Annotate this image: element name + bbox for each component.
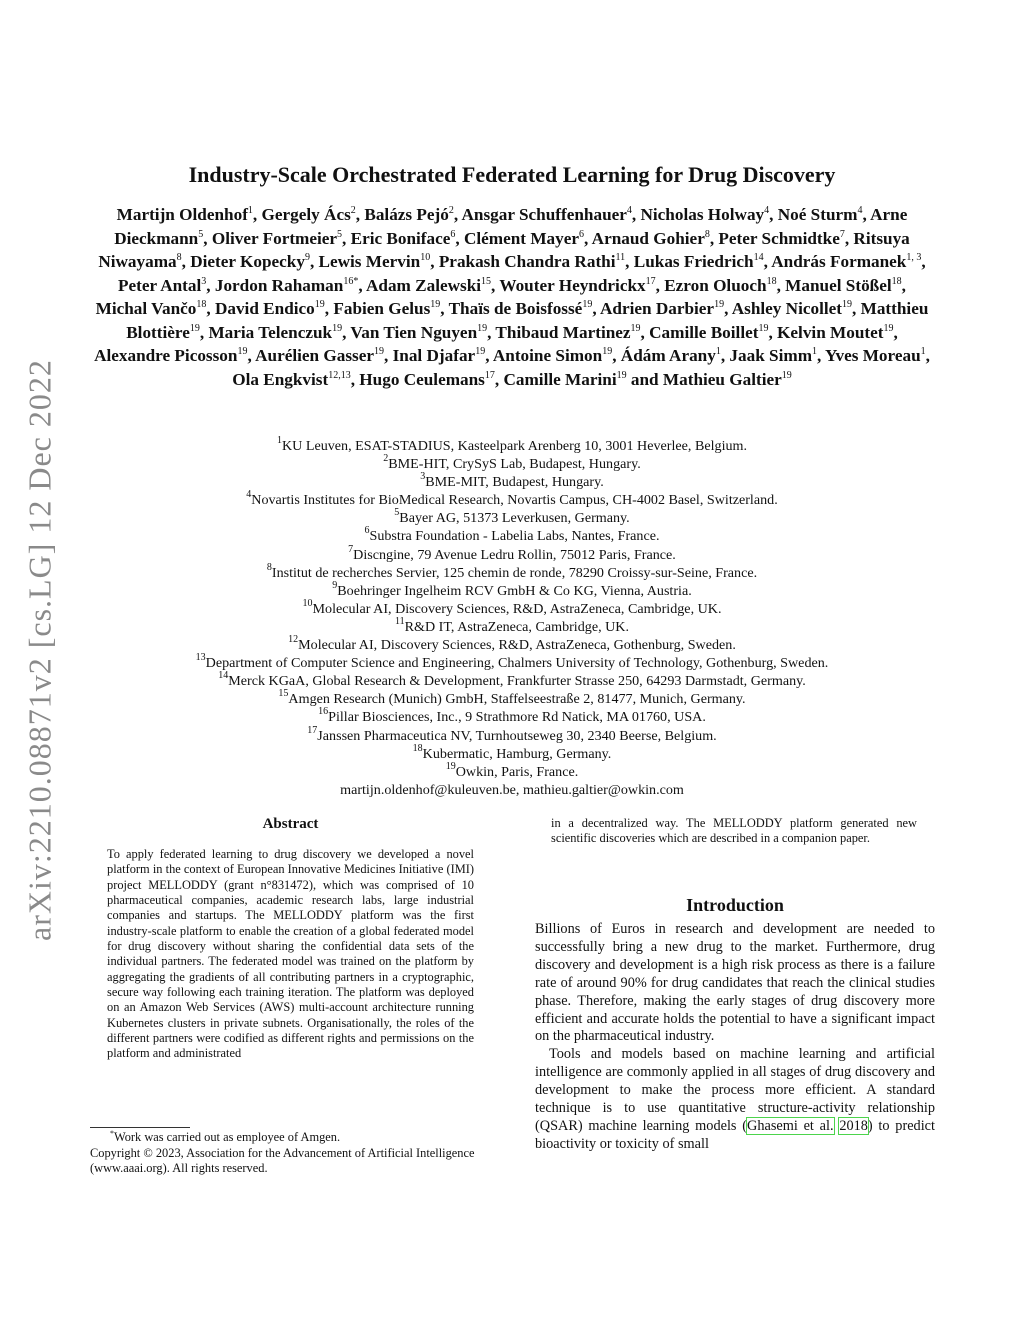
author-affiliation-marker: 15 [481,275,492,287]
author-affiliation-marker: 19 [781,369,792,381]
author [777,323,893,342]
author-name: Lewis Mervin [318,252,421,271]
author-name: Jordon Rahaman [214,275,344,295]
author-name: Ola Engkvist [232,369,329,389]
affiliation-text: Owkin, Paris, France. [455,763,579,780]
author-affiliation-marker: 17 [645,275,656,287]
affiliation [90,579,934,600]
author-name: Nicholas Holway [640,205,765,224]
affiliation [90,760,934,781]
affiliation-number: 2 [383,453,389,465]
affiliation-text: Bayer AG, 51373 Leverkusen, Germany. [399,510,630,527]
affiliation-text: Merck KGaA, Global Research & Development, Frankfurter Strasse 250, 64293 Darmstadt, Germany. [228,673,806,690]
author-name: Prakash Chandra Rathi [438,252,616,271]
affiliation [90,654,934,672]
author-affiliation-marker: 19 [477,322,488,334]
author-name: Noé Sturm [777,205,858,224]
affiliation [90,437,934,455]
author [333,299,440,318]
author-name: András Formanek [771,252,907,271]
affiliation-number: 14 [218,670,229,682]
paper-title: Industry-Scale Orchestrated Federated Learning for Drug Discovery [188,162,836,187]
author-name: David Endico [214,299,315,318]
author-name: Arnaud Gohier [591,228,705,248]
copyright-notice: Copyright © 2023, Association for the Advancement of Artificial Intelligence (www.aaai.org). All rights reserved. [90,1145,475,1175]
author-affiliation-marker: 19 [189,322,200,334]
citation-year-link[interactable]: 2018 [839,1117,868,1134]
abstract-body: To apply federated learning to drug discovery we developed a novel platform in the context of European Innovative Medicines Initiative (IMI) project MELLODDY (grant n°831472), which was comprised of 10 pharmaceutical companies, academic research labs, large industrial companies and startups. The MELLODDY platform was the first industry-scale platform to enable the creation of a global federated model for drug discovery without sharing the confidential data sets of the individual partners. The federated model was trained on the platform by aggregating the gradients of all contributing partners in a cryptographic, secure way following each training iteration. The platform was deployed on an Amazon Web Services (AWS) multi-account architecture running Kubernetes clusters in private subnets. Organisationally, the roles of the different partners were codified as different rights and permissions on the platform and administrated [107,847,474,1061]
citation-link[interactable]: Ghasemi et al. [747,1117,834,1134]
author-name: Maria Telenczuk [208,322,333,342]
author [208,323,342,342]
author [825,346,926,365]
author-name: Aurélien Gasser [255,346,374,365]
author-affiliation-marker: 19 [374,346,384,357]
author-affiliation-marker: 2 [350,205,356,216]
author-affiliation-marker: 19 [332,322,343,334]
affiliation-text: Kubermatic, Hamburg, Germany. [422,745,612,762]
author-name: Adrien Darbier [599,299,715,318]
affiliation-text: R&D IT, AstraZeneca, Cambridge, UK. [404,618,630,635]
affiliation [90,597,934,618]
footnote-mark: * [110,1129,114,1138]
affiliation-number: 7 [348,543,354,555]
author [729,346,817,365]
affiliation-number: 4 [246,489,252,501]
affiliation-text: Department of Computer Science and Engineering, Chalmers University of Technology, Gothenburg, Sweden. [205,655,829,672]
affiliation-number: 12 [288,634,299,646]
author [663,370,792,389]
affiliation-number: 17 [307,724,318,736]
author-name: Van Tien Nguyen [350,322,478,342]
author-name: Balázs Pejó [364,205,449,224]
author-affiliation-marker: 6 [450,228,456,240]
affiliation-number: 11 [394,615,405,627]
affiliation-text: Janssen Pharmaceutica NV, Turnhoutseweg 30, 2340 Beerse, Belgium. [317,727,717,744]
author-affiliation-marker: 19 [842,299,852,310]
author [778,205,863,224]
author-name: Manuel Stößel [785,275,892,295]
author-affiliation-marker: 19 [314,299,325,310]
author-name: Thibaud Martinez [495,322,631,342]
author [255,346,384,365]
author [364,205,454,224]
author-name: Arne Dieckmann [114,205,908,248]
abstract-heading: Abstract [262,816,319,832]
author-name: Gergely Ács [261,205,351,224]
author-name: Camille Boillet [649,322,759,342]
introduction-body [535,921,935,1154]
affiliation-text: Amgen Research (Munich) GmbH, Staffelseestraße 2, 81477, Munich, Germany. [288,691,746,708]
author-affiliation-marker: 19 [714,299,725,310]
affiliation-list [90,437,934,799]
author-name: Martijn Oldenhof [116,205,248,224]
author-affiliation-marker: 6 [579,228,584,240]
affiliation-text: Molecular AI, Discovery Sciences, R&D, AstraZeneca, Cambridge, UK. [312,600,722,617]
author [640,205,769,224]
affiliation-number: 6 [364,525,370,537]
affiliation [90,724,934,745]
affiliation-number: 3 [420,471,426,483]
author-affiliation-marker: 9 [304,252,310,263]
author [215,299,325,318]
author-name: Thaïs de Boisfossé [448,299,583,318]
affiliation-text: Novartis Institutes for BioMedical Research, Novartis Campus, CH-4002 Basel, Switzerland. [251,492,778,509]
author [215,276,358,295]
author-affiliation-marker: 19 [237,346,248,357]
author-affiliation-marker: 19 [630,322,641,334]
author-name: Fabien Gelus [333,299,431,318]
affiliation-text: Boehringer Ingelheim RCV GmbH & Co KG, Vienna, Austria. [337,582,692,599]
author-name: Michal Vančo [95,299,197,318]
affiliation-text: Discngine, 79 Avenue Ledru Rollin, 75012 Paris, France. [353,546,676,563]
author-affiliation-marker: 4 [857,205,863,216]
affiliation [90,672,934,690]
author [495,323,640,342]
footnote-text: Work was carried out as employee of Amgen. [114,1130,341,1144]
author-affiliation-marker: 1 [920,346,926,357]
author-affiliation-marker: 5 [337,228,343,240]
author-affiliation-marker: 12,13 [328,369,351,381]
author-name: Jaak Simm [729,346,813,365]
author-name: Hugo Ceulemans [359,369,485,389]
author [718,229,844,248]
affiliation [90,543,934,564]
author [393,346,486,365]
intro-text-segment: Tools and models based on machine learning and artificial intelligence are commonly applied in all stages of drug discovery and development to make the process more efficient. A standard technique is to use quantitative structure-activity relationship (QSAR) machine learning models ( [535,1046,935,1134]
author [464,229,584,248]
author [621,346,721,365]
author-name: Adam Zalewski [365,275,482,295]
author [600,299,724,318]
author-affiliation-marker: 1 [715,346,721,357]
author-name: Inal Djafar [392,346,476,365]
author-affiliation-marker: 10 [420,252,431,263]
author [118,276,206,295]
author-name: Lukas Friedrich [633,252,754,271]
author-name: Ezron Oluoch [664,275,767,295]
author-affiliation-marker: 18 [891,275,902,287]
author-list: Martijn Oldenhof$^1$, Gergely Ács$^2$, Balázs Pejó$^2$, Ansgar Schuffenhauer$^4$, Nicholas Holway$^4$, Noé Sturm$^4$, Arne Dieckmann$^5$, Oliver Fortmeier$^5$, Eric Boniface$^6$, Clément Mayer$^6$, Arnaud Gohier$^8$, Peter Schmidtke$^7$, Ritsuya Niwayama$^8$, Dieter Kopecky$^9$, Lewis Mervin$^{10}$, Prakash Chandra Rathi$^{11}$, Lukas Friedrich$^{14}$, András Formanek$^{1, 3}$, Peter Antal$^3$, Jordon Rahaman$^{16*}$, Adam Zalewski$^{15}$, Wouter Heyndrickx$^{17}$, Ezron Oluoch$^{18}$, Manuel Stößel$^{18}$, Michal Vančo$^{18}$, David Endico$^{19}$, Fabien Gelus$^{19}$, Thaïs de Boisfossé$^{19}$, Adrien Darbier$^{19}$, Ashley Nicollet$^{19}$, Matthieu Blottière$^{19}$, Maria Telenczuk$^{19}$, Van Tien Nguyen$^{19}$, Thibaud Martinez$^{19}$, Camille Boillet$^{19}$, Kelvin Moutet$^{19}$, Alexandre Picosson$^{19}$, Aurélien Gasser$^{19}$, Inal Djafar$^{19}$, Antoine Simon$^{19}$, Ádám Arany$^1$, Jaak Simm$^1$, Yves Moreau$^1$, Ola Engkvist$^{12,13}$, Hugo Ceulemans$^{17}$, Camille Marini$^{19}$ and Mathieu Galtier$^{19}$ [94,205,930,389]
affiliation-text: Molecular AI, Discovery Sciences, R&D, AstraZeneca, Gothenburg, Sweden. [298,637,736,654]
affiliation [90,615,934,636]
author [94,346,247,365]
author [499,276,655,295]
author-name: Ritsuya Niwayama [98,228,910,271]
affiliation-text: KU Leuven, ESAT-STADIUS, Kasteelpark Arenberg 10, 3001 Heverlee, Belgium. [281,438,748,454]
author-name: Dieter Kopecky [190,252,305,271]
author-affiliation-marker: 19 [582,299,593,310]
affiliation [90,473,934,491]
affiliation-number: 9 [332,579,338,591]
author-name: Clément Mayer [463,228,579,248]
affiliation [90,742,934,763]
arxiv-stamp: arXiv:2210.08871v2 [cs.LG] 12 Dec 2022 [21,359,58,941]
footnote-divider [90,1127,190,1128]
author-name: Alexandre Picosson [94,346,238,365]
affiliation-text: Institut de recherches Servier, 125 chemin de ronde, 78290 Croissy-sur-Seine, France. [271,564,758,581]
author [462,205,632,224]
affiliation-number: 19 [445,760,456,772]
author-affiliation-marker: 1 [812,346,818,357]
author-affiliation-marker: 1, 3 [906,252,922,263]
affiliation-text: BME-HIT, CrySyS Lab, Budapest, Hungary. [388,456,641,473]
footnotes [90,1130,500,1177]
author [232,370,351,389]
author-name: Antoine Simon [492,346,603,365]
author-name: Ádám Arany [620,346,716,365]
author-affiliation-marker: 4 [626,205,632,216]
author [592,229,710,248]
author-affiliation-marker: 16* [343,275,359,287]
author [771,252,921,271]
author-affiliation-marker: 8 [704,228,710,240]
author-affiliation-marker: 18 [766,275,777,287]
author-name: Eric Boniface [350,228,451,248]
affiliation-number: 13 [195,652,206,664]
author [262,205,356,224]
author-affiliation-marker: 11 [615,252,626,263]
author-affiliation-marker: 19 [758,322,769,334]
intro-paragraph: Billions of Euros in research and development are needed to successfully bring a new drug to the market. Furthermore, drug discovery and development is a high risk process as there is a failure rate of around 90% for drug candidates that reach the clinical studies phase. Therefore, making the early stages of drug discovery more efficient and accurate holds the potential to have a significant impact on the pharmaceutical industry. [535,921,935,1045]
footnote [90,1130,500,1146]
affiliation-number: 8 [266,561,272,573]
author [732,299,852,318]
author-affiliation-marker: 19 [883,322,894,334]
author [634,252,764,271]
author-name: Mathieu Galtier [662,369,782,389]
author [785,276,901,295]
author-affiliation-marker: 18 [196,299,207,310]
author-name: Matthieu Blottière [126,299,929,342]
author [319,252,431,271]
affiliation-number: 10 [302,597,313,609]
introduction-heading: Introduction [686,895,784,915]
author-name: Peter Schmidtke [718,228,840,248]
author-name: Peter Antal [118,275,202,295]
author-affiliation-marker: 19 [602,346,613,357]
author [350,323,487,342]
author-name: Yves Moreau [825,346,921,365]
intro-text-segment: ) to predict bioactivity or toxicity of small [535,1117,935,1152]
affiliation [90,491,934,509]
author [96,299,207,318]
affiliation-text: Substra Foundation - Labelia Labs, Nantes, France. [369,528,660,545]
affiliation [90,690,934,708]
affiliation-number: 18 [412,742,423,754]
author-affiliation-marker: 7 [839,228,845,240]
affiliation [90,509,934,527]
affiliation-number: 15 [278,688,289,700]
affiliation [90,708,934,726]
author-name: Ansgar Schuffenhauer [461,205,627,224]
contact-emails[interactable]: martijn.oldenhof@kuleuven.be, mathieu.galtier@owkin.com [340,781,684,798]
abstract-continued: in a decentralized way. The MELLODDY platform generated new scientific discoveries which are described in a companion paper. [551,816,917,846]
affiliation-text: BME-MIT, Budapest, Hungary. [425,474,604,491]
affiliation-number: 1 [276,435,282,446]
affiliation-text: Pillar Biosciences, Inc., 9 Strathmore Rd Natick, MA 01760, USA. [328,709,706,726]
intro-paragraph [535,1046,935,1153]
author-name: Oliver Fortmeier [211,228,338,248]
author [503,370,626,389]
author-affiliation-marker: 19 [430,299,441,310]
author-affiliation-marker: 2 [448,205,454,216]
author [449,299,593,318]
author-affiliation-marker: 14 [753,252,764,263]
affiliation [90,527,934,545]
author-affiliation-marker: 4 [764,205,770,216]
author [212,229,342,248]
author-name: Wouter Heyndrickx [499,275,646,295]
author-affiliation-marker: 1 [247,205,253,216]
author [664,276,776,295]
author [190,252,310,271]
affiliation-number: 16 [318,706,329,718]
affiliation [90,561,934,582]
author-affiliation-marker: 19 [475,346,486,357]
author [649,323,768,342]
author-name: Kelvin Moutet [777,322,884,342]
affiliation [90,455,934,473]
author-affiliation-marker: 5 [198,228,204,240]
author-affiliation-marker: 17 [484,369,495,381]
author [351,229,456,248]
author [117,205,253,224]
affiliation [90,636,934,654]
author-affiliation-marker: 8 [176,252,182,263]
affiliation-number: 5 [394,507,400,519]
author [359,370,495,389]
author [439,252,625,271]
author [366,276,491,295]
author-affiliation-marker: 3 [201,275,207,287]
author [493,346,612,365]
author-name: Ashley Nicollet [731,299,842,318]
author-name: Camille Marini [503,369,617,389]
author-affiliation-marker: 19 [616,369,627,381]
